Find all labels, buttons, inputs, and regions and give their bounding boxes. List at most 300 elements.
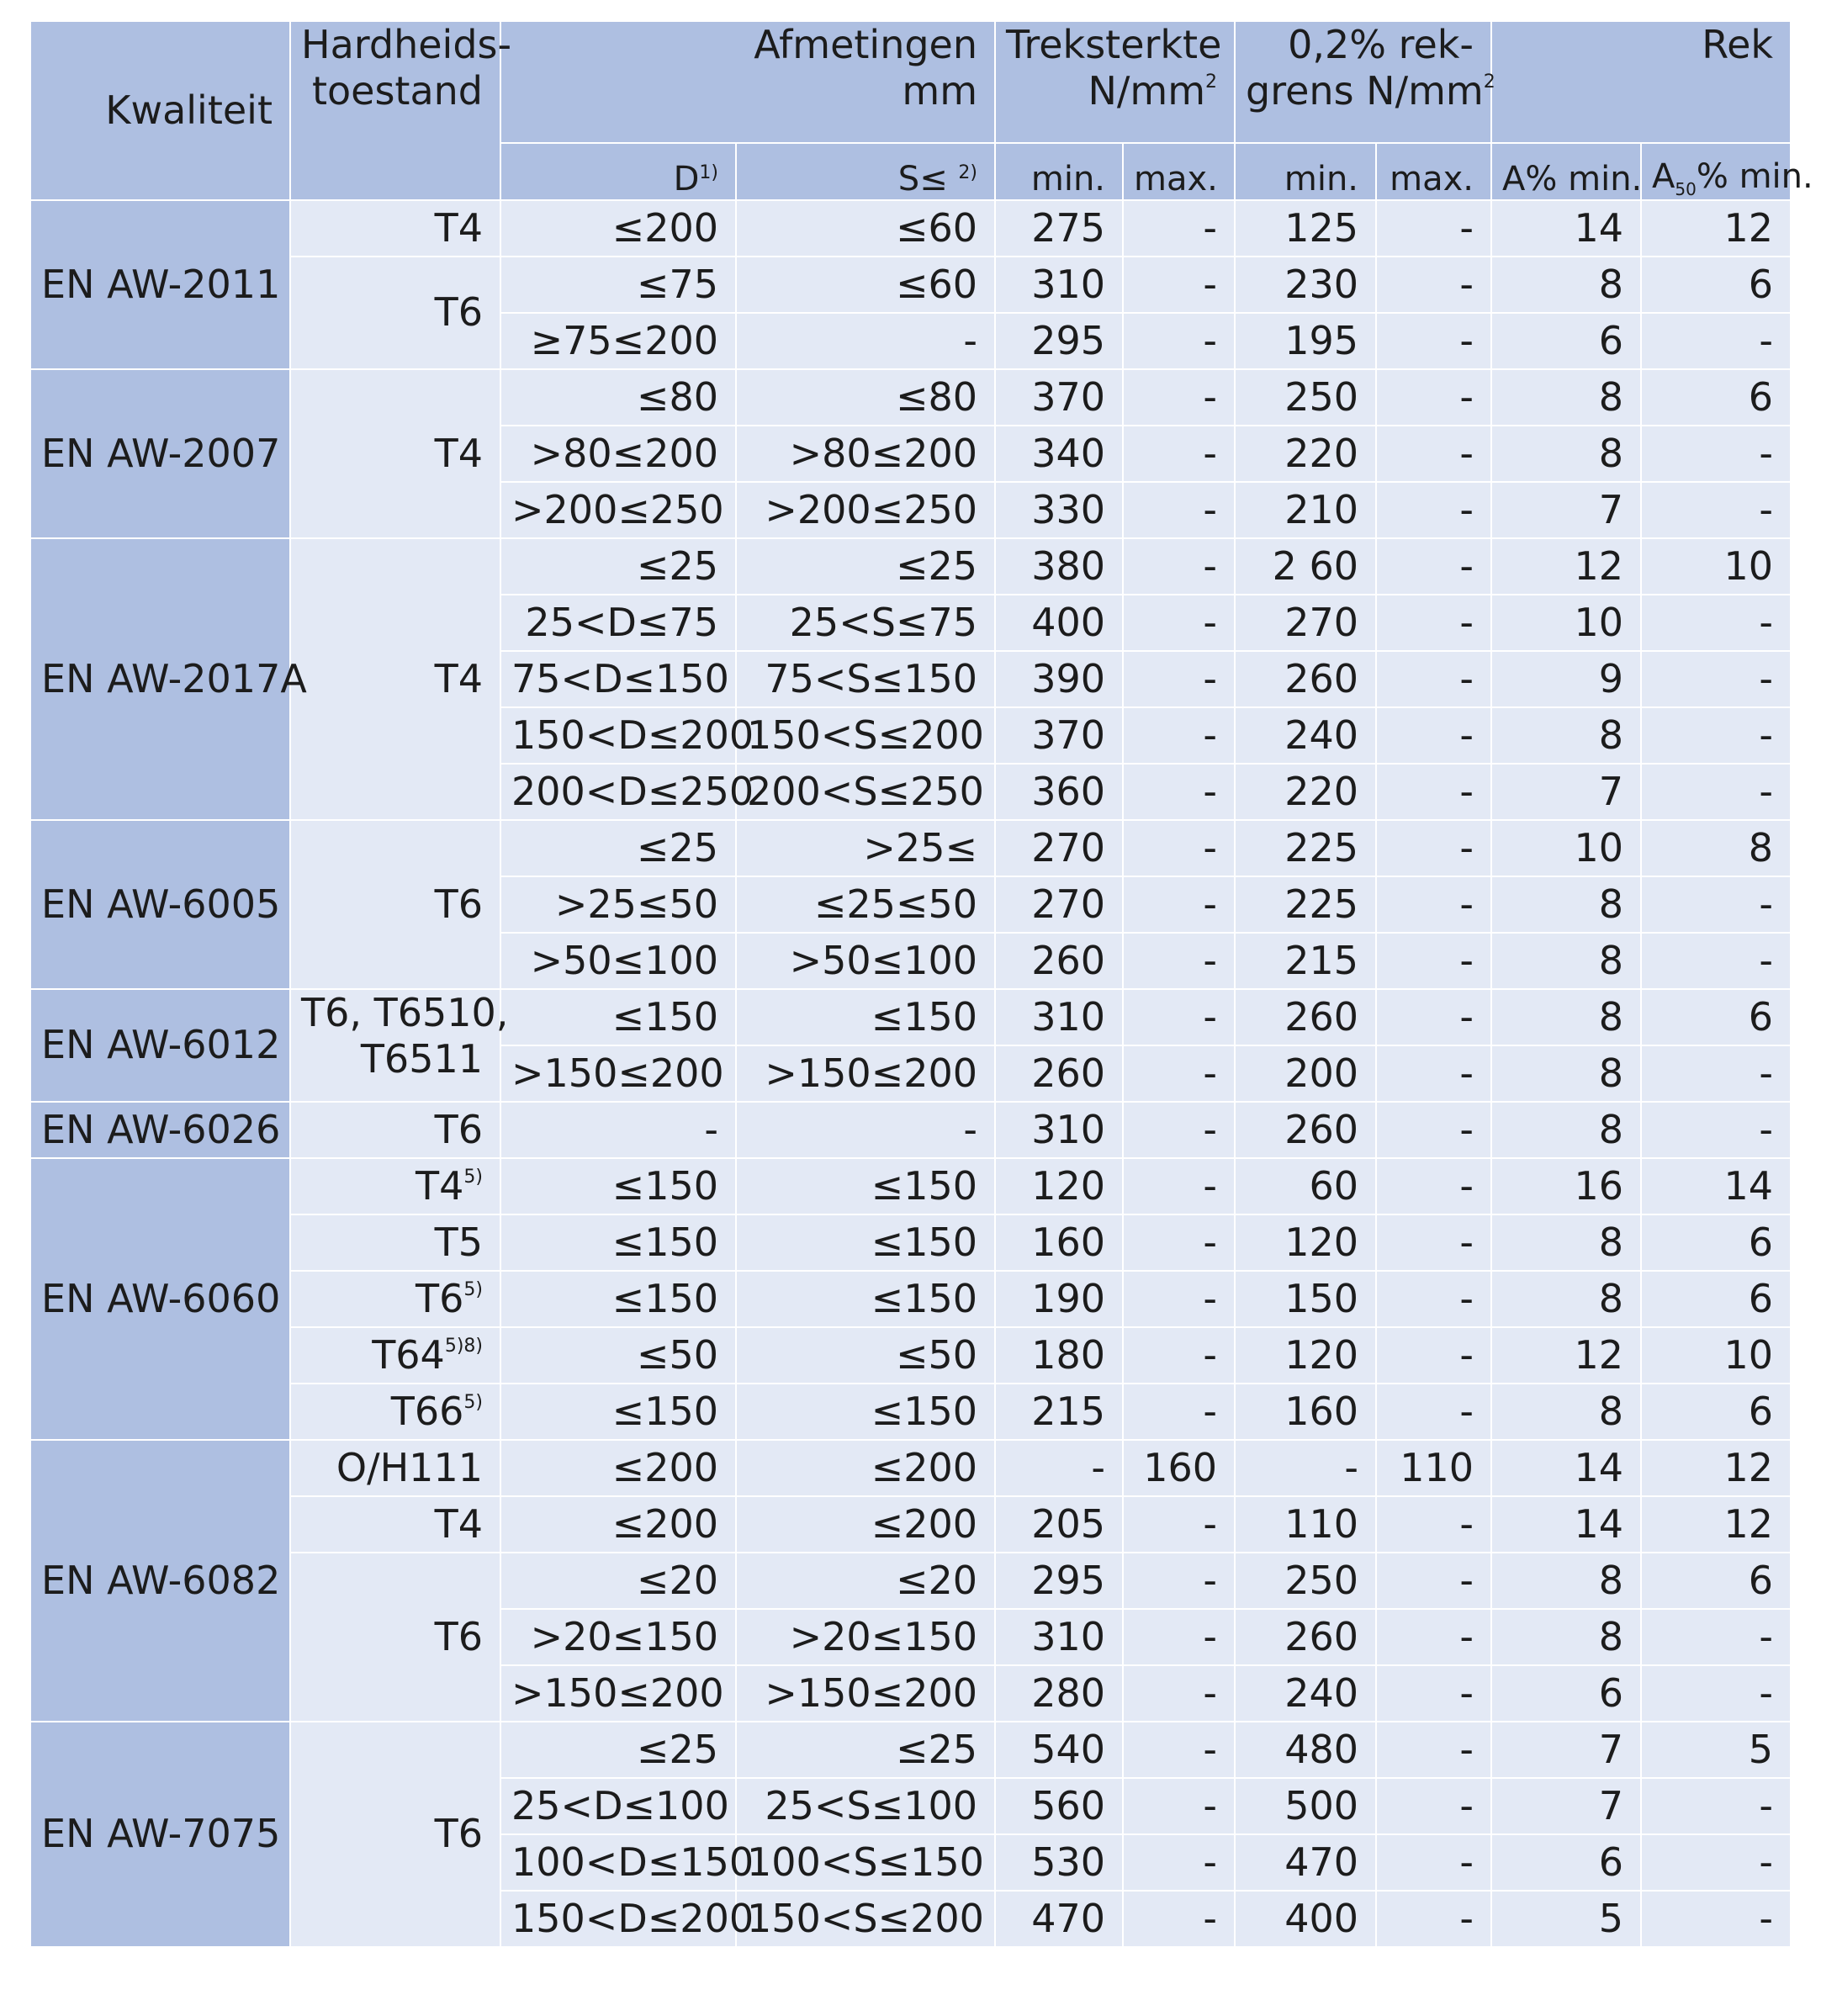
temper-footnote: 5) (463, 1166, 483, 1188)
cell-treksterkte-max: - (1123, 1496, 1235, 1553)
temper-label: T6 (434, 881, 483, 927)
cell-treksterkte-min: 205 (995, 1496, 1123, 1553)
cell-a-min: 8 (1491, 989, 1641, 1045)
cell-treksterkte-max: - (1123, 876, 1235, 933)
temper-label: T4 (434, 1500, 483, 1547)
cell-a50-min: 12 (1641, 1440, 1791, 1496)
cell-rekgrens-min: 500 (1235, 1778, 1376, 1834)
cell-treksterkte-max: - (1123, 1553, 1235, 1609)
cell-a50-min: 10 (1641, 538, 1791, 595)
temper-footnote: 5) (463, 1391, 483, 1413)
cell-treksterkte-min: 540 (995, 1722, 1123, 1778)
cell-wall-thickness: 75<S≤150 (736, 651, 995, 707)
cell-hardheidstoestand (290, 1553, 500, 1722)
temper-label: T4 (434, 655, 483, 701)
cell-hardheidstoestand (290, 820, 500, 989)
cell-a50-min: - (1641, 707, 1791, 764)
cell-kwaliteit: EN AW-6082 (30, 1440, 290, 1722)
cell-rekgrens-min: 250 (1235, 1553, 1376, 1609)
cell-wall-thickness: ≤25≤50 (736, 876, 995, 933)
cell-a-min: 6 (1491, 1834, 1641, 1891)
cell-rekgrens-max: - (1376, 651, 1491, 707)
cell-a50-min: 6 (1641, 989, 1791, 1045)
cell-diameter: ≤25 (500, 538, 736, 595)
cell-diameter: ≤200 (500, 1440, 736, 1496)
cell-a50-min: - (1641, 1045, 1791, 1102)
cell-rekgrens-min: 110 (1235, 1496, 1376, 1553)
table-row (30, 1271, 1791, 1327)
cell-a50-min: - (1641, 651, 1791, 707)
header-rekgrens (1235, 21, 1495, 143)
header-afmetingen-unit: mm (902, 68, 978, 114)
cell-hardheidstoestand (290, 538, 500, 820)
cell-rekgrens-min: 240 (1235, 1665, 1376, 1722)
cell-wall-thickness: ≤150 (736, 989, 995, 1045)
cell-wall-thickness: >150≤200 (736, 1665, 995, 1722)
cell-wall-thickness: 100<S≤150 (736, 1834, 995, 1891)
cell-a-min: 9 (1491, 651, 1641, 707)
cell-treksterkte-max: - (1123, 764, 1235, 820)
cell-treksterkte-max: - (1123, 257, 1235, 313)
cell-treksterkte-min: 270 (995, 876, 1123, 933)
cell-kwaliteit: EN AW-6026 (30, 1102, 290, 1158)
cell-rekgrens-max: 110 (1376, 1440, 1491, 1496)
cell-a50-min: 6 (1641, 1553, 1791, 1609)
cell-a50-min: 6 (1641, 1384, 1791, 1440)
cell-treksterkte-max: - (1123, 989, 1235, 1045)
cell-rekgrens-max: - (1376, 933, 1491, 989)
cell-a-min: 16 (1491, 1158, 1641, 1214)
cell-diameter: 75<D≤150 (500, 651, 736, 707)
cell-a50-min: - (1641, 876, 1791, 933)
cell-diameter: 150<D≤200 (500, 1891, 736, 1947)
temper-label: T6 (434, 1613, 483, 1659)
cell-a-min: 14 (1491, 1496, 1641, 1553)
cell-rekgrens-min: 260 (1235, 989, 1376, 1045)
cell-rekgrens-max: - (1376, 426, 1491, 482)
cell-hardheidstoestand (290, 1384, 500, 1440)
cell-a-min: 8 (1491, 1271, 1641, 1327)
cell-treksterkte-min: 340 (995, 426, 1123, 482)
cell-hardheidstoestand (290, 257, 500, 369)
cell-wall-thickness: 200<S≤250 (736, 764, 995, 820)
cell-rekgrens-min: 480 (1235, 1722, 1376, 1778)
cell-a50-min: 5 (1641, 1722, 1791, 1778)
cell-rekgrens-min: 250 (1235, 369, 1376, 426)
cell-wall-thickness: ≤150 (736, 1271, 995, 1327)
cell-a-min: 8 (1491, 876, 1641, 933)
cell-rekgrens-min: 240 (1235, 707, 1376, 764)
cell-diameter: ≤80 (500, 369, 736, 426)
cell-a50-min: 12 (1641, 200, 1791, 257)
cell-rekgrens-min: 230 (1235, 257, 1376, 313)
cell-treksterkte-max: - (1123, 820, 1235, 876)
cell-diameter: >50≤100 (500, 933, 736, 989)
cell-rekgrens-min: 200 (1235, 1045, 1376, 1102)
cell-a-min: 8 (1491, 1384, 1641, 1440)
cell-wall-thickness: ≤150 (736, 1384, 995, 1440)
cell-wall-thickness: - (736, 1102, 995, 1158)
cell-rekgrens-min: 60 (1235, 1158, 1376, 1214)
cell-diameter: 200<D≤250 (500, 764, 736, 820)
cell-a-min: 8 (1491, 257, 1641, 313)
cell-rekgrens-max: - (1376, 1214, 1491, 1271)
cell-treksterkte-min: 360 (995, 764, 1123, 820)
cell-rekgrens-min: 270 (1235, 595, 1376, 651)
cell-kwaliteit: EN AW-2017A (30, 538, 290, 820)
cell-treksterkte-min: 160 (995, 1214, 1123, 1271)
table-row (30, 1158, 1791, 1214)
cell-hardheidstoestand (290, 1496, 500, 1553)
cell-wall-thickness: ≤150 (736, 1214, 995, 1271)
cell-a50-min: - (1641, 595, 1791, 651)
table-row (30, 369, 1791, 426)
cell-wall-thickness: ≤60 (736, 200, 995, 257)
cell-a-min: 8 (1491, 1045, 1641, 1102)
cell-rekgrens-min: 2 60 (1235, 538, 1376, 595)
cell-diameter: >150≤200 (500, 1045, 736, 1102)
cell-wall-thickness: - (736, 313, 995, 369)
temper-label: T66 (390, 1388, 464, 1434)
header-treksterkte (995, 21, 1235, 143)
table-row (30, 200, 1791, 257)
cell-a50-min: 10 (1641, 1327, 1791, 1384)
cell-wall-thickness: >25≤ (736, 820, 995, 876)
mechanical-properties-table (29, 20, 1813, 1948)
cell-treksterkte-max: - (1123, 313, 1235, 369)
cell-a-min: 6 (1491, 1665, 1641, 1722)
cell-rekgrens-max: - (1376, 989, 1491, 1045)
cell-rekgrens-min: 470 (1235, 1834, 1376, 1891)
table-row (30, 1214, 1791, 1271)
header-treksterkte-unit: N/mm (1088, 68, 1206, 114)
cell-a-min: 8 (1491, 1102, 1641, 1158)
cell-diameter: ≤150 (500, 989, 736, 1045)
cell-treksterkte-min: 310 (995, 989, 1123, 1045)
cell-treksterkte-max: - (1123, 1384, 1235, 1440)
cell-a50-min: - (1641, 426, 1791, 482)
cell-a-min: 7 (1491, 1778, 1641, 1834)
cell-a50-min: - (1641, 764, 1791, 820)
cell-treksterkte-max: - (1123, 1271, 1235, 1327)
cell-treksterkte-max: - (1123, 538, 1235, 595)
cell-treksterkte-min: 310 (995, 1609, 1123, 1665)
cell-diameter: ≥75≤200 (500, 313, 736, 369)
cell-wall-thickness: ≤25 (736, 538, 995, 595)
cell-rekgrens-min: 120 (1235, 1327, 1376, 1384)
cell-a50-min: 6 (1641, 1214, 1791, 1271)
cell-a50-min: - (1641, 933, 1791, 989)
cell-diameter: ≤50 (500, 1327, 736, 1384)
table-row (30, 1440, 1791, 1496)
cell-diameter: 100<D≤150 (500, 1834, 736, 1891)
cell-diameter: >20≤150 (500, 1609, 736, 1665)
cell-kwaliteit: EN AW-2011 (30, 200, 290, 369)
cell-treksterkte-min: 560 (995, 1778, 1123, 1834)
cell-a50-min: - (1641, 1102, 1791, 1158)
cell-wall-thickness: >50≤100 (736, 933, 995, 989)
table-row (30, 1496, 1791, 1553)
cell-rekgrens-max: - (1376, 707, 1491, 764)
cell-rekgrens-max: - (1376, 595, 1491, 651)
table-row (30, 989, 1791, 1045)
cell-treksterkte-max: - (1123, 707, 1235, 764)
cell-treksterkte-max: - (1123, 1722, 1235, 1778)
cell-diameter: 25<D≤100 (500, 1778, 736, 1834)
cell-rekgrens-max: - (1376, 1665, 1491, 1722)
temper-label: T6 (434, 1106, 483, 1152)
cell-a-min: 8 (1491, 1214, 1641, 1271)
header-hardheidstoestand (290, 21, 512, 200)
header-s-label: S≤ (897, 160, 948, 198)
header-treksterkte-squared: 2 (1205, 71, 1218, 93)
cell-rekgrens-min: 210 (1235, 482, 1376, 538)
cell-rekgrens-min: 220 (1235, 426, 1376, 482)
cell-treksterkte-min: 260 (995, 1045, 1123, 1102)
cell-hardheidstoestand (290, 200, 500, 257)
temper-label: T6 (416, 1275, 464, 1321)
cell-a50-min: - (1641, 1778, 1791, 1834)
cell-a-min: 7 (1491, 764, 1641, 820)
cell-treksterkte-max: - (1123, 1834, 1235, 1891)
cell-hardheidstoestand (290, 1440, 500, 1496)
cell-diameter: ≤150 (500, 1214, 736, 1271)
header-treksterkte-line1: Treksterkte (1006, 22, 1222, 67)
cell-treksterkte-min: 470 (995, 1891, 1123, 1947)
header-treksterkte-max: max. (1123, 143, 1235, 200)
cell-rekgrens-min: 225 (1235, 876, 1376, 933)
header-a-min: A% min. (1491, 143, 1641, 200)
cell-rekgrens-min: 160 (1235, 1384, 1376, 1440)
cell-a-min: 8 (1491, 1553, 1641, 1609)
cell-diameter: >25≤50 (500, 876, 736, 933)
cell-treksterkte-max: - (1123, 1102, 1235, 1158)
cell-rekgrens-min: 120 (1235, 1214, 1376, 1271)
cell-a50-min: 6 (1641, 369, 1791, 426)
cell-a-min: 12 (1491, 1327, 1641, 1384)
cell-wall-thickness: ≤200 (736, 1440, 995, 1496)
cell-rekgrens-max: - (1376, 538, 1491, 595)
cell-hardheidstoestand (290, 1214, 500, 1271)
cell-rekgrens-max: - (1376, 1609, 1491, 1665)
cell-diameter: >200≤250 (500, 482, 736, 538)
cell-rekgrens-max: - (1376, 1778, 1491, 1834)
cell-hardheidstoestand (290, 1158, 500, 1214)
cell-diameter: ≤75 (500, 257, 736, 313)
cell-wall-thickness: ≤25 (736, 1722, 995, 1778)
cell-hardheidstoestand (290, 369, 500, 538)
cell-wall-thickness: 150<S≤200 (736, 1891, 995, 1947)
cell-treksterkte-max: - (1123, 933, 1235, 989)
cell-a50-min: 6 (1641, 1271, 1791, 1327)
cell-kwaliteit: EN AW-6012 (30, 989, 290, 1102)
cell-hardheidstoestand (290, 1327, 500, 1384)
cell-rekgrens-max: - (1376, 1722, 1491, 1778)
cell-treksterkte-min: 190 (995, 1271, 1123, 1327)
cell-treksterkte-min: 270 (995, 820, 1123, 876)
temper-label: O/H111 (336, 1444, 483, 1490)
cell-a-min: 8 (1491, 933, 1641, 989)
header-a50-rest: % min. (1696, 157, 1813, 196)
cell-treksterkte-max: - (1123, 1891, 1235, 1947)
table-row (30, 538, 1791, 595)
cell-kwaliteit: EN AW-6060 (30, 1158, 290, 1440)
cell-a-min: 10 (1491, 595, 1641, 651)
cell-diameter: ≤200 (500, 1496, 736, 1553)
cell-a-min: 6 (1491, 313, 1641, 369)
cell-wall-thickness: ≤50 (736, 1327, 995, 1384)
temper-label: T6 (434, 1811, 483, 1857)
cell-a-min: 12 (1491, 538, 1641, 595)
temper-label: T5 (434, 1219, 483, 1265)
cell-treksterkte-max: - (1123, 595, 1235, 651)
header-s (736, 143, 995, 200)
header-a50-sub: 50 (1675, 179, 1697, 199)
table-header (30, 21, 1813, 200)
cell-treksterkte-min: 380 (995, 538, 1123, 595)
header-rek: Rek (1491, 21, 1791, 143)
cell-treksterkte-min: - (995, 1440, 1123, 1496)
cell-rekgrens-min: 125 (1235, 200, 1376, 257)
table-row (30, 1553, 1791, 1609)
cell-a-min: 5 (1491, 1891, 1641, 1947)
header-rekgrens-line1: 0,2% rek- (1288, 22, 1474, 67)
cell-rekgrens-max: - (1376, 1891, 1491, 1947)
cell-rekgrens-min: 260 (1235, 651, 1376, 707)
cell-diameter: 25<D≤75 (500, 595, 736, 651)
temper-label-line2: T6511 (360, 1036, 483, 1082)
cell-treksterkte-min: 370 (995, 369, 1123, 426)
cell-diameter: 150<D≤200 (500, 707, 736, 764)
cell-a50-min: 12 (1641, 1496, 1791, 1553)
header-kwaliteit: Kwaliteit (30, 21, 290, 200)
cell-treksterkte-min: 260 (995, 933, 1123, 989)
cell-diameter: ≤25 (500, 820, 736, 876)
cell-treksterkte-min: 400 (995, 595, 1123, 651)
temper-footnote: 5)8) (444, 1335, 483, 1357)
cell-diameter: >150≤200 (500, 1665, 736, 1722)
cell-kwaliteit: EN AW-2007 (30, 369, 290, 538)
cell-treksterkte-max: - (1123, 1609, 1235, 1665)
temper-label: T4 (416, 1162, 464, 1209)
cell-a50-min: - (1641, 1834, 1791, 1891)
cell-a-min: 14 (1491, 200, 1641, 257)
cell-diameter: ≤200 (500, 200, 736, 257)
cell-treksterkte-max: - (1123, 1778, 1235, 1834)
cell-wall-thickness: ≤80 (736, 369, 995, 426)
cell-a-min: 8 (1491, 369, 1641, 426)
cell-rekgrens-max: - (1376, 369, 1491, 426)
cell-hardheidstoestand (290, 1722, 500, 1947)
cell-treksterkte-max: - (1123, 651, 1235, 707)
cell-rekgrens-min: 400 (1235, 1891, 1376, 1947)
cell-diameter: ≤150 (500, 1384, 736, 1440)
cell-wall-thickness: >200≤250 (736, 482, 995, 538)
cell-a50-min: - (1641, 1609, 1791, 1665)
cell-rekgrens-min: 225 (1235, 820, 1376, 876)
table-row (30, 820, 1791, 876)
cell-treksterkte-max: - (1123, 1327, 1235, 1384)
cell-hardheidstoestand (290, 1271, 500, 1327)
temper-label: T4 (434, 204, 483, 251)
header-d-label: D (673, 160, 700, 198)
cell-rekgrens-max: - (1376, 1158, 1491, 1214)
table-row (30, 1722, 1791, 1778)
cell-rekgrens-max: - (1376, 1102, 1491, 1158)
cell-wall-thickness: ≤60 (736, 257, 995, 313)
cell-rekgrens-min: 150 (1235, 1271, 1376, 1327)
cell-a-min: 7 (1491, 1722, 1641, 1778)
header-a50-a: A (1652, 157, 1675, 196)
table-row (30, 257, 1791, 313)
header-s-note: 2) (958, 162, 978, 183)
cell-rekgrens-max: - (1376, 1327, 1491, 1384)
cell-treksterkte-max: - (1123, 1214, 1235, 1271)
cell-rekgrens-max: - (1376, 764, 1491, 820)
cell-a50-min: 6 (1641, 257, 1791, 313)
cell-treksterkte-min: 310 (995, 257, 1123, 313)
cell-wall-thickness: 25<S≤100 (736, 1778, 995, 1834)
table-row (30, 1327, 1791, 1384)
cell-wall-thickness: >150≤200 (736, 1045, 995, 1102)
cell-a-min: 10 (1491, 820, 1641, 876)
cell-wall-thickness: 150<S≤200 (736, 707, 995, 764)
cell-a-min: 8 (1491, 426, 1641, 482)
cell-rekgrens-max: - (1376, 1834, 1491, 1891)
cell-a50-min: - (1641, 1891, 1791, 1947)
cell-a-min: 8 (1491, 1609, 1641, 1665)
header-d (500, 143, 736, 200)
header-hardheid-line1: Hardheids- (301, 22, 512, 67)
header-a50-min (1641, 143, 1813, 200)
cell-treksterkte-min: 530 (995, 1834, 1123, 1891)
cell-treksterkte-min: 370 (995, 707, 1123, 764)
header-rekgrens-squared: 2 (1483, 71, 1495, 93)
cell-rekgrens-max: - (1376, 257, 1491, 313)
cell-wall-thickness: 25<S≤75 (736, 595, 995, 651)
cell-rekgrens-min: 260 (1235, 1102, 1376, 1158)
cell-diameter: >80≤200 (500, 426, 736, 482)
cell-rekgrens-max: - (1376, 820, 1491, 876)
cell-rekgrens-max: - (1376, 482, 1491, 538)
cell-rekgrens-max: - (1376, 1271, 1491, 1327)
cell-rekgrens-min: 260 (1235, 1609, 1376, 1665)
header-rekgrens-unit: grens N/mm (1246, 68, 1484, 114)
cell-rekgrens-max: - (1376, 200, 1491, 257)
cell-treksterkte-min: 310 (995, 1102, 1123, 1158)
cell-treksterkte-max: - (1123, 1158, 1235, 1214)
temper-label: T6 (434, 289, 483, 336)
cell-rekgrens-min: - (1235, 1440, 1376, 1496)
cell-rekgrens-min: 215 (1235, 933, 1376, 989)
cell-treksterkte-min: 280 (995, 1665, 1123, 1722)
cell-diameter: ≤150 (500, 1271, 736, 1327)
cell-hardheidstoestand (290, 1102, 500, 1158)
temper-label: T64 (372, 1331, 445, 1378)
cell-treksterkte-max: - (1123, 1665, 1235, 1722)
header-hardheid-line2: toestand (311, 68, 483, 114)
cell-a-min: 8 (1491, 707, 1641, 764)
cell-treksterkte-max: - (1123, 482, 1235, 538)
cell-treksterkte-min: 330 (995, 482, 1123, 538)
cell-wall-thickness: >20≤150 (736, 1609, 995, 1665)
cell-a50-min: 14 (1641, 1158, 1791, 1214)
table-body (30, 200, 1791, 1947)
cell-treksterkte-min: 390 (995, 651, 1123, 707)
cell-treksterkte-max: 160 (1123, 1440, 1235, 1496)
header-d-note: 1) (699, 162, 718, 183)
cell-treksterkte-min: 295 (995, 313, 1123, 369)
